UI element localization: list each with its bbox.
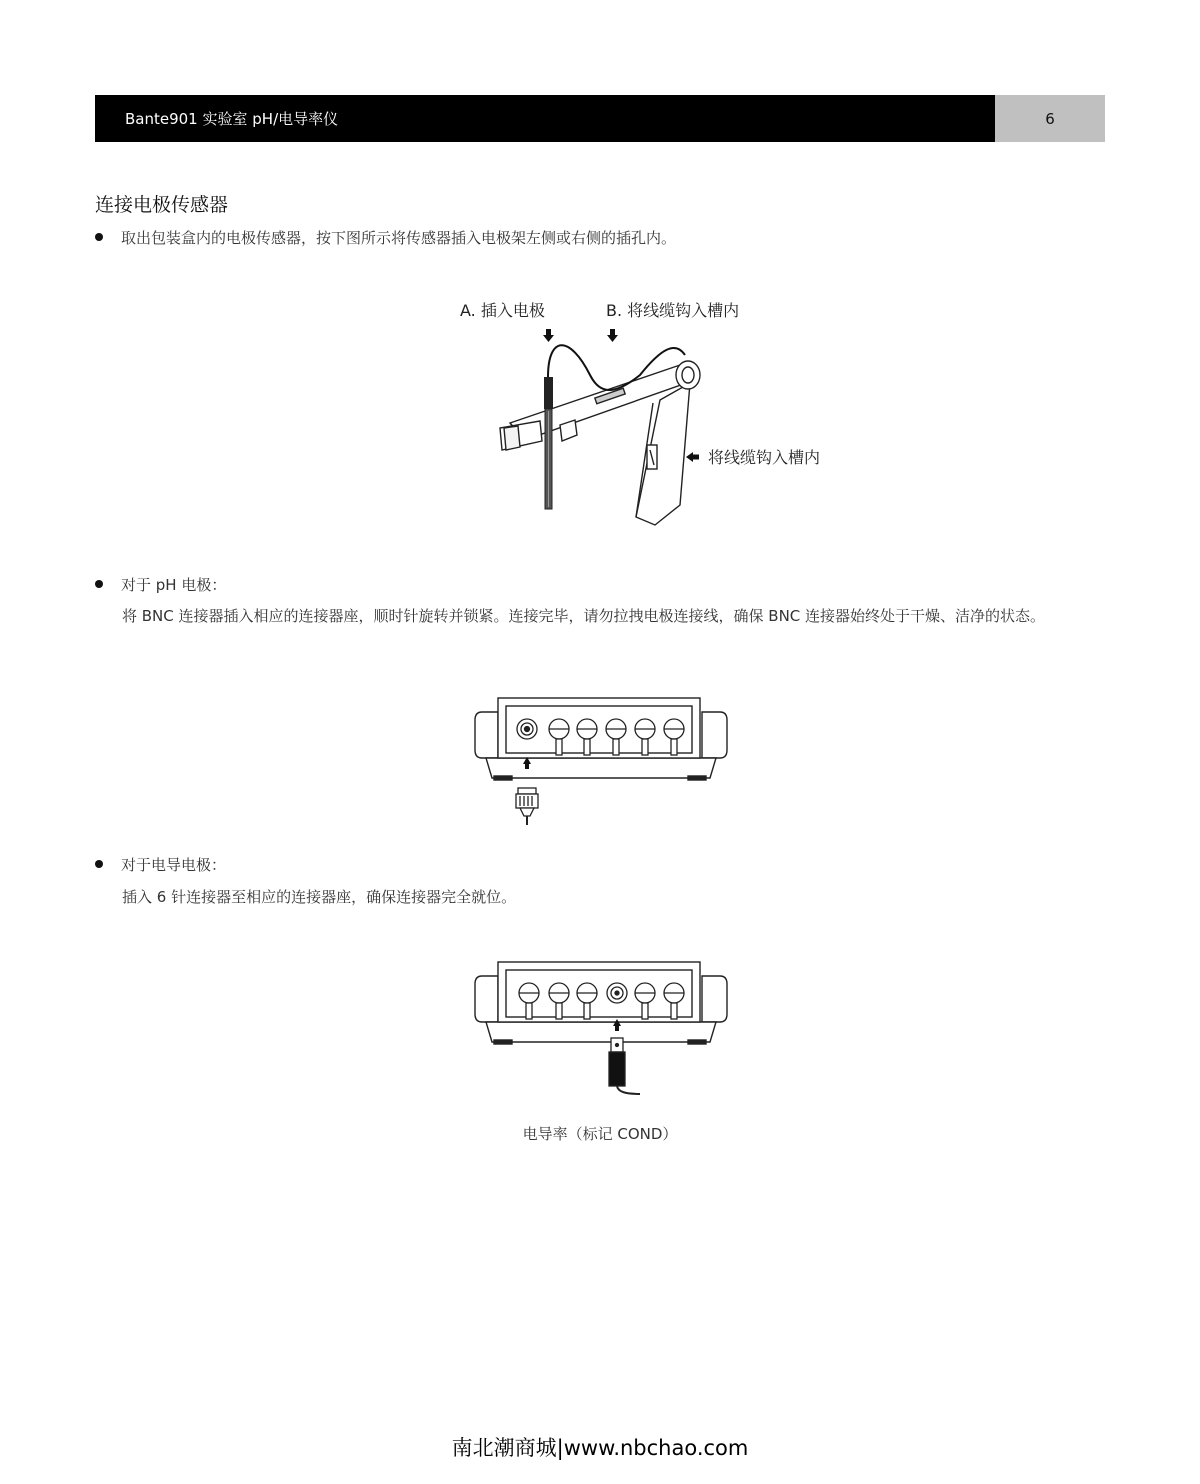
page-header bbox=[95, 95, 1105, 142]
electrode-stand bbox=[500, 361, 700, 525]
six-pin-connector bbox=[609, 1038, 640, 1094]
label-hook-cable-top: B. 将线缆钩入槽内 bbox=[606, 301, 740, 320]
bullet-title-3: 对于电导电极： bbox=[121, 856, 227, 874]
meter-rear-panel-6pin-figure bbox=[470, 956, 732, 1096]
bullet-dot-icon bbox=[95, 860, 103, 868]
bullet-text-1: 取出包装盒内的电极传感器，按下图所示将传感器插入电极架左侧或右侧的插孔内。 bbox=[121, 229, 677, 247]
section-title: 连接电极传感器 bbox=[95, 194, 229, 216]
meter-rear-panel-bnc-figure bbox=[470, 692, 732, 827]
bullet-item-2 bbox=[95, 574, 226, 595]
bullet-dot-icon bbox=[95, 580, 103, 588]
document-title: Bante901 实验室 pH/电导率仪 bbox=[95, 95, 995, 142]
bullet-dot-icon bbox=[95, 233, 103, 241]
ph-connection-text: 将 BNC 连接器插入相应的连接器座，顺时针旋转并锁紧。连接完毕，请勿拉拽电极连接线，确保 BNC 连接器始终处于干燥、洁净的状态。 bbox=[122, 607, 1046, 625]
bullet-item-3 bbox=[95, 854, 226, 875]
bullet-item-1 bbox=[95, 227, 676, 248]
page-number: 6 bbox=[995, 95, 1105, 142]
label-insert-electrode: A. 插入电极 bbox=[460, 301, 545, 320]
electrode-holder-figure bbox=[440, 295, 860, 530]
arrow-down-icon bbox=[607, 329, 618, 342]
bullet-title-2: 对于 pH 电极： bbox=[121, 576, 227, 594]
footer-watermark: 南北潮商城|www.nbchao.com bbox=[451, 1436, 749, 1460]
arrow-left-icon bbox=[686, 452, 699, 462]
cond-figure-caption: 电导率（标记 COND） bbox=[522, 1125, 678, 1143]
arrow-down-icon bbox=[543, 329, 554, 342]
cond-connection-text: 插入 6 针连接器至相应的连接器座，确保连接器完全就位。 bbox=[122, 888, 517, 906]
bnc-connector bbox=[516, 788, 538, 825]
label-hook-cable-side: 将线缆钩入槽内 bbox=[708, 448, 821, 467]
